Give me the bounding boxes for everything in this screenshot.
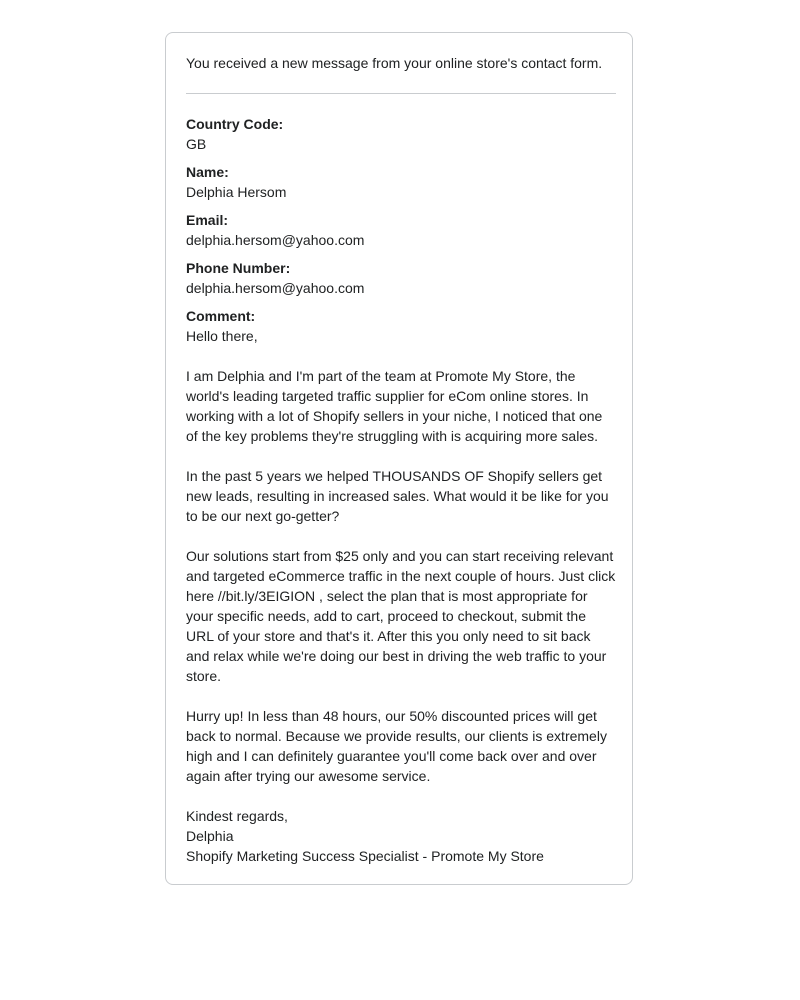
comment-paragraph: I am Delphia and I'm part of the team at Promote My Store, the world's leading targeted traffic supplier for eCom online stores. In working with a lot of Shopify sellers in your niche, I noticed that one of the key problems they're struggling with is acquiring more sales. <box>186 368 603 444</box>
field-name <box>186 162 616 202</box>
field-phone-number <box>186 258 616 298</box>
field-comment <box>186 306 616 866</box>
comment-paragraph: In the past 5 years we helped THOUSANDS OF Shopify sellers get new leads, resulting in increased sales. What would it be like for you to be our next go-getter? <box>186 468 609 524</box>
field-value: GB <box>186 136 207 152</box>
field-label: Name: <box>186 164 229 180</box>
field-value: delphia.hersom@yahoo.com <box>186 232 365 248</box>
field-value: delphia.hersom@yahoo.com <box>186 280 365 296</box>
message-content <box>186 53 616 874</box>
field-label: Email: <box>186 212 229 228</box>
field-value: Delphia Hersom <box>186 184 287 200</box>
comment-paragraph: Hurry up! In less than 48 hours, our 50% discounted prices will get back to normal. Because we provide results, our clients is extremely high and I can definitely guarantee you'll come back over and over again after trying our awesome service. <box>186 708 607 784</box>
comment-signature <box>186 806 616 866</box>
signature-name: Delphia <box>186 828 234 844</box>
comment-greeting: Hello there, <box>186 328 258 344</box>
message-card <box>165 32 633 885</box>
field-country-code <box>186 114 616 154</box>
field-label: Comment: <box>186 308 256 324</box>
intro-text: You received a new message from your online store's contact form. <box>186 55 603 71</box>
comment-paragraph: Our solutions start from $25 only and you can start receiving relevant and targeted eCommerce traffic in the next couple of hours. Just click here //bit.ly/3EIGION , select the plan that is most appropriate for your specific needs, add to cart, proceed to checkout, submit the URL of your store and that's it. After this you only need to sit back and relax while we're doing our best in driving the web traffic to your store. <box>186 548 616 684</box>
field-label: Country Code: <box>186 116 284 132</box>
divider <box>186 93 616 94</box>
signoff: Kindest regards, <box>186 808 288 824</box>
signature-title: Shopify Marketing Success Specialist - Promote My Store <box>186 848 544 864</box>
field-label: Phone Number: <box>186 260 291 276</box>
comment-body <box>186 326 616 866</box>
field-email <box>186 210 616 250</box>
